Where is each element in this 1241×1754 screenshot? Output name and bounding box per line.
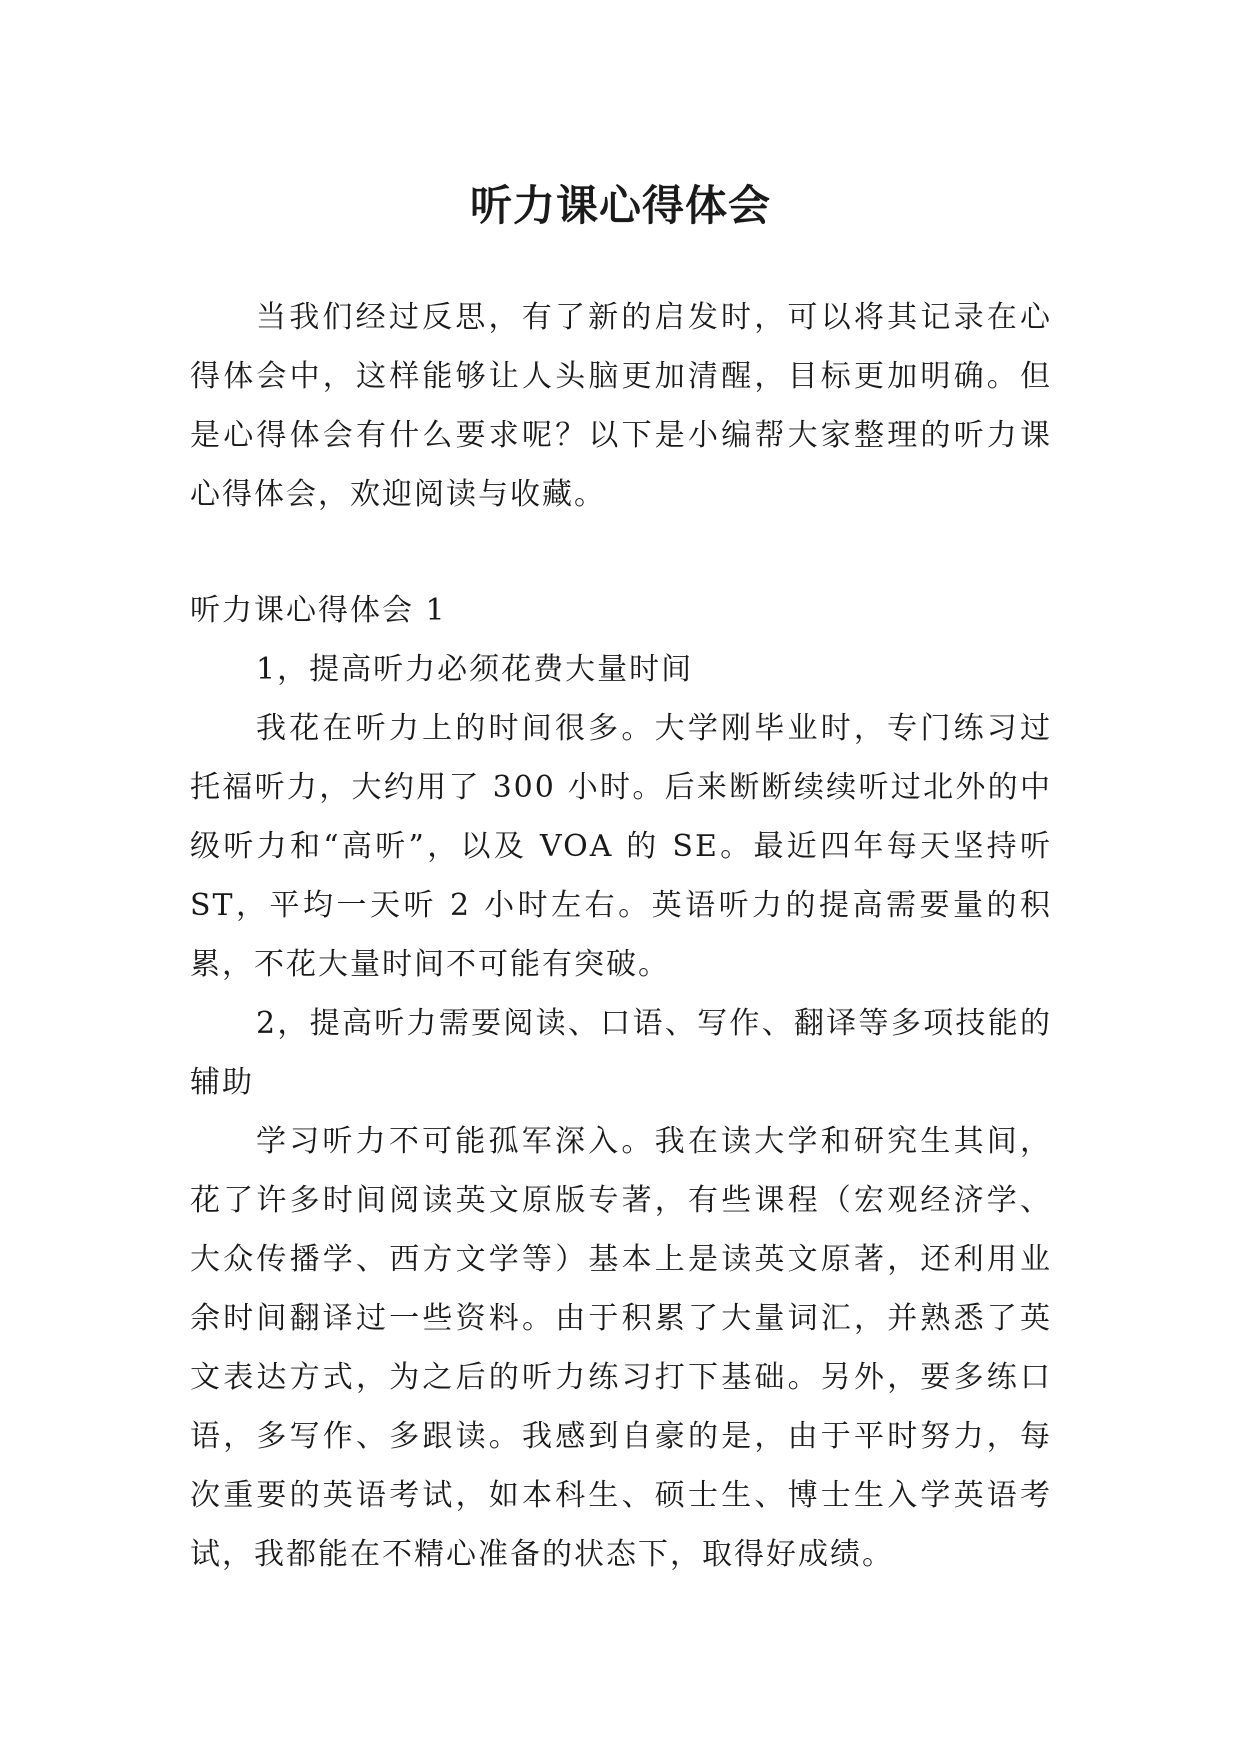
body-paragraph-1: 我花在听力上的时间很多。大学刚毕业时，专门练习过托福听力，大约用了 300 小时。后来断断续续听过北外的中级听力和“高听”，以及 VOA 的 SE。最近四年每天坚持听 ST，平均一天听 2 小时左右。英语听力的提高需要量的积累，不花大量时间不可能有突破。 [190, 711, 1052, 982]
point-heading-2: 2，提高听力需要阅读、口语、写作、翻译等多项技能的辅助 [190, 1006, 1052, 1100]
section-heading: 听力课心得体会 1 [190, 593, 447, 628]
document-body [190, 288, 1052, 1584]
point-heading-1: 1，提高听力必须花费大量时间 [256, 652, 694, 687]
body-paragraph-2: 学习听力不可能孤军深入。我在读大学和研究生其间，花了许多时间阅读英文原版专著，有些课程（宏观经济学、大众传播学、西方文学等）基本上是读英文原著，还利用业余时间翻译过一些资料。由于积累了大量词汇，并熟悉了英文表达方式，为之后的听力练习打下基础。另外，要多练口语，多写作、多跟读。我感到自豪的是，由于平时努力，每次重要的英语考试，如本科生、硕士生、博士生入学英语考试，我都能在不精心准备的状态下，取得好成绩。 [190, 1124, 1052, 1572]
intro-paragraph: 当我们经过反思，有了新的启发时，可以将其记录在心得体会中，这样能够让人头脑更加清醒，目标更加明确。但是心得体会有什么要求呢？以下是小编帮大家整理的听力课心得体会，欢迎阅读与收藏。 [190, 300, 1052, 512]
document-title: 听力课心得体会 [469, 181, 771, 231]
